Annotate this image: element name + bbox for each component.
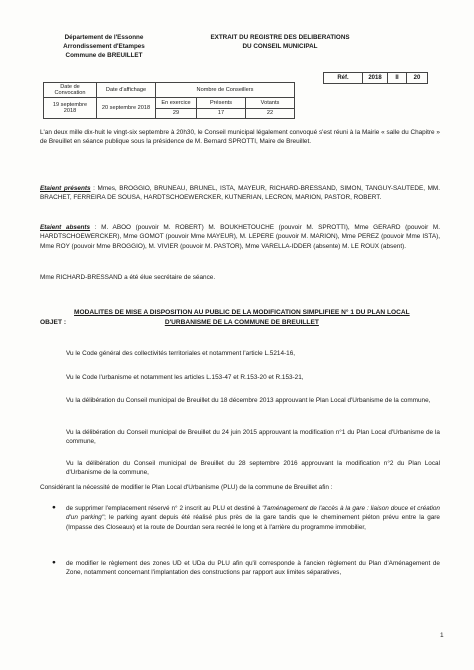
intro-paragraph: L'an deux mille dix-huit le vingt-six septembre à 20h30, le Conseil municipal légalement convoqué s'est réuni à la Mairie « salle du Chapitre » de Breuillet en séance publique sous la présidence de M. Bernard SPROTTI, Maire de Breuillet. (40, 129, 440, 146)
presents-paragraph (40, 184, 440, 203)
vu-item: Vu le Code l'urbanisme et notamment les articles L.153-47 et R.153-20 et R.153-21, (66, 374, 304, 381)
header-convocation: Date de Convocation (44, 83, 97, 98)
bullet-1-quote: "l'aménagement de l'accès à la gare : liaison douce et création d'un parking" (66, 505, 440, 522)
absents-label: Etaient absents (40, 224, 91, 231)
objet-heading (40, 308, 440, 328)
subheader-presents: Présents (197, 98, 246, 109)
presents-list: : Mmes, BROGGIO, BRUNEAU, BRUNEL, ISTA, MAYEUR, RICHARD-BRESSAND, SIMON, TANGUY-SAUTEDE, MM. BRACHET, FERREIRA DE SOUSA, HARDTSCHOEWERCKER, KUTNERIAN, LECRON, MARION, PASTOR, ROBERT. (40, 185, 440, 202)
ref-label: Réf. (324, 73, 363, 84)
vu-item: Vu la délibération du Conseil municipal de Breuillet du 18 décembre 2013 approuvant le Plan Local d'Urbanisme de la commune, (66, 397, 431, 404)
vu-item: Vu la délibération du Conseil municipal de Breuillet du 24 juin 2015 approuvant la modification n°1 du Plan Local d'Urbanisme de la commune, (66, 429, 440, 446)
bullet-item-1 (66, 504, 440, 532)
issuer-commune: Commune de BREUILLET (65, 52, 143, 59)
ref-number: 20 (407, 73, 428, 84)
issuer-arrondissement: Arrondissement d'Etampes (63, 43, 145, 50)
header-conseillers: Nombre de Conseillers (156, 83, 295, 98)
title-line-2: DU CONSEIL MUNICIPAL (242, 43, 318, 50)
bullet-item-2: de modifier le règlement des zones UD et UDa du PLU afin qu'il corresponde à l'ancien règlement du Plan d'Aménagement de Zone, notamment concernant l'implantation des constructions par rapport aux limites séparatives, (66, 560, 440, 577)
session-meta-table (43, 82, 295, 119)
bullet-dot-icon: ● (52, 504, 56, 511)
ref-year: 2018 (363, 73, 388, 84)
subheader-votants: Votants (246, 98, 295, 109)
count-votants: 22 (246, 108, 295, 119)
secretaire-paragraph: Mme RICHARD-BRESSAND a été élue secrétaire de séance. (40, 274, 216, 281)
bullet-dot-icon: ● (52, 559, 56, 566)
absents-list: : M. ABOO (pouvoir M. ROBERT) M. BOUKHETOUCHE (pouvoir M. SPROTTI), Mme GERARD (pouvoir M. HARDTSCHOEWERCKER), Mme GOMOT (pouvoir Mme MAYEUR), M. LEPERE (pouvoir M. MARION), Mme PEREZ (pouvoir Mme ISTA), Mme ROY (pouvoir Mme BROGGIO), M. VIVIER (pouvoir M. PASTOR), Mme VARELLA-IDDER (absente) M. LE ROUX (absent). (40, 224, 440, 250)
considerant-paragraph: Considérant la nécessité de modifier le Plan Local d'Urbanisme (PLU) de la commune de Breuillet afin : (40, 484, 333, 491)
ref-book: II (388, 73, 407, 84)
subheader-exercice: En exercice (156, 98, 197, 109)
count-presents: 17 (197, 108, 246, 119)
bullet-1-text-b: ; le parking ayant depuis été réalisé plus près de la gare tandis que le cheminement piéton prévu entre la gare (Impasse des Closeaux) et la route de Dourdan sera recréé le long et à l'arrière du programme immobilier, (66, 514, 440, 531)
affichage-date: 20 septembre 2018 (97, 98, 156, 119)
page-number: 1 (440, 632, 444, 639)
bullet-1-text-a: de supprimer l'emplacement réservé n° 2 inscrit au PLU et destiné à (66, 505, 263, 512)
vu-item: Vu le Code général des collectivités territoriales et notamment l'article L.5214-16, (66, 350, 296, 357)
objet-label: OBJET : (40, 319, 67, 326)
issuer-block (34, 33, 174, 60)
header-affichage: Date d'affichage (97, 83, 156, 98)
vu-item: Vu la délibération du Conseil municipal de Breuillet du 28 septembre 2016 approuvant la modification n°2 du Plan Local d'Urbanisme de la commune, (66, 460, 440, 477)
absents-paragraph (40, 223, 440, 251)
document-title (200, 33, 360, 51)
count-exercice: 29 (156, 108, 197, 119)
objet-title: MODALITES DE MISE A DISPOSITION AU PUBLIC DE LA MODIFICATION SIMPLIFIEE N° 1 DU PLAN LOCAL D'URBANISME DE LA COMMUNE DE BREUILLET (74, 309, 410, 326)
convocation-date: 19 septembre 2018 (44, 98, 97, 119)
presents-label: Etaient présents (40, 185, 91, 192)
reference-box (323, 72, 428, 84)
title-line-1: EXTRAIT DU REGISTRE DES DELIBERATIONS (210, 34, 350, 41)
issuer-department: Département de l'Essonne (64, 34, 144, 41)
